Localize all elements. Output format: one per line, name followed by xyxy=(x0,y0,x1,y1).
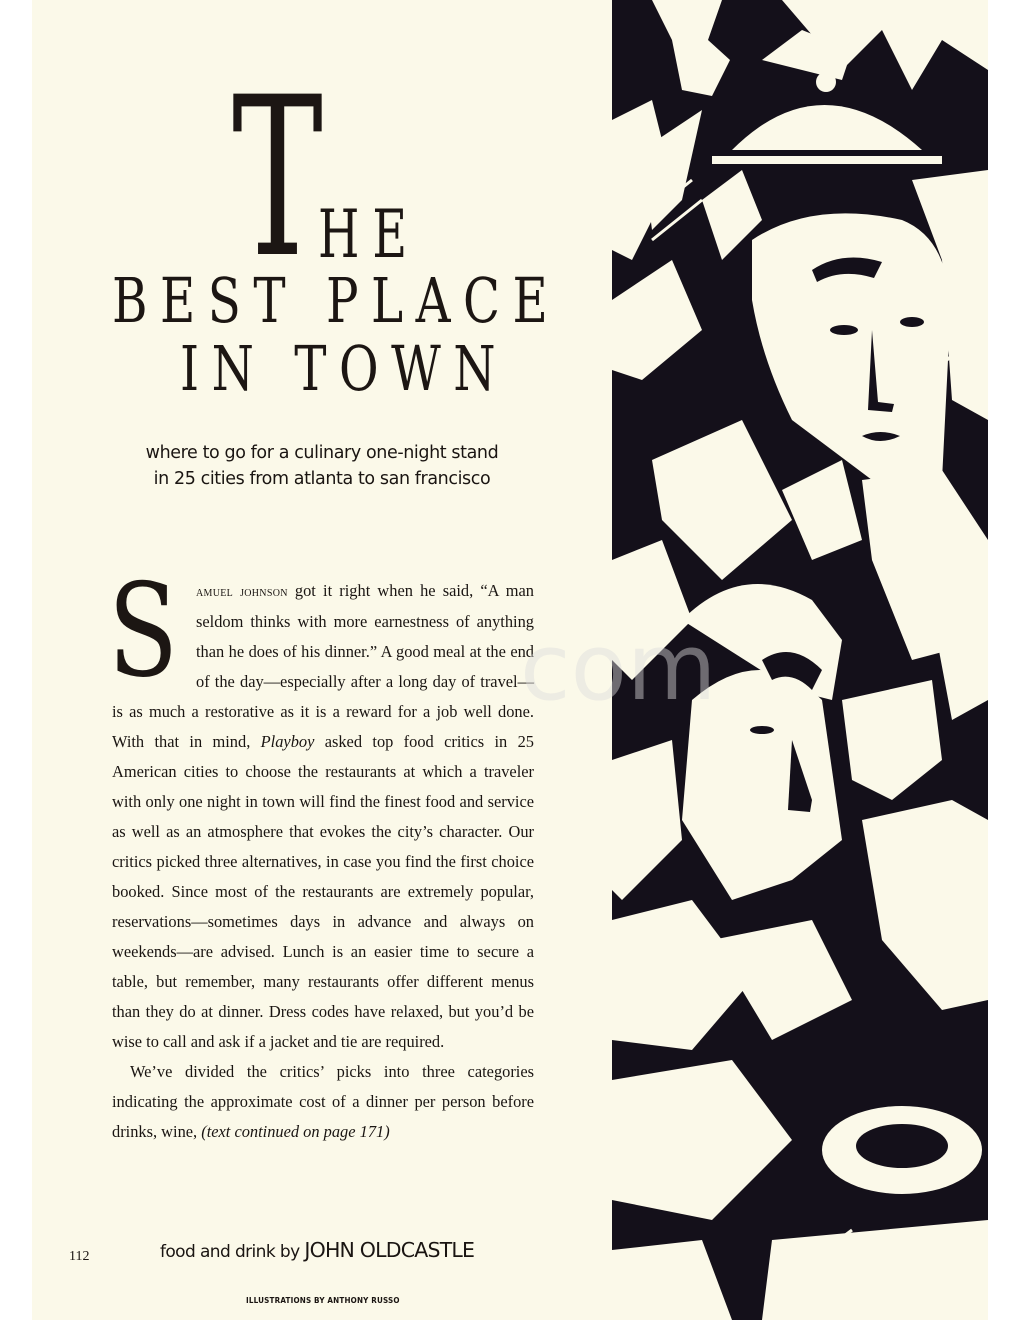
title-line2: BEST PLACE xyxy=(112,264,561,337)
illustration-panel xyxy=(612,0,988,1320)
illustration-credit: ILLUSTRATIONS BY ANTHONY RUSSO xyxy=(246,1296,400,1305)
byline xyxy=(160,1238,474,1262)
paragraph-1 xyxy=(108,557,534,1057)
paragraph-1-rest: asked top food critics in 25 American cities to choose the restaurants at which a traveler with only one night in town will find the finest food and service as well as an atmosphere that evokes the city’s character. Our critics picked three alternatives, in case you find the first choice booked. Since most of the restaurants are extremely popular, reservations—sometimes days in advance and always on weekends—are advised. Lunch is an easier time to secure a table, but remember, many restaurants offer different menus than they do at dinner. Dress codes have relaxed, but you’d be wise to call and ask if a jacket and tie are required. xyxy=(112,732,534,1051)
title-initial: T xyxy=(232,50,323,306)
subtitle-line2: in 25 cities from atlanta to san francisco xyxy=(153,469,491,489)
byline-prefix: food and drink by xyxy=(160,1242,305,1262)
title-line1-rest: HE xyxy=(318,196,421,273)
continued-note: (text continued on page 171) xyxy=(201,1122,390,1141)
paragraph-2 xyxy=(112,1057,534,1147)
magazine-name: Playboy xyxy=(260,732,315,751)
paragraph-1-text: got it right when he said, “A man seldom thinks with more earnestness of anything than he does of his dinner.” A good meal at the end of the day—especially after a long day of travel—is as much a restorative as it is a reward for a job well done. With that in mind, xyxy=(112,581,534,751)
watermark: com xyxy=(520,614,717,721)
art-deco-diners-illustration-icon xyxy=(612,0,988,1320)
title-line3: IN TOWN xyxy=(180,332,509,405)
byline-author: JOHN OLDCASTLE xyxy=(304,1238,475,1262)
paragraph-2-text: We’ve divided the critics’ picks into three categories indicating the approximate cost of a dinner per person before drinks, wine, xyxy=(112,1062,534,1141)
lead-smallcaps: amuel johnson xyxy=(196,584,288,600)
subtitle-line1: where to go for a culinary one-night stand xyxy=(145,443,499,463)
article-body xyxy=(108,557,534,1147)
drop-cap: S xyxy=(108,557,179,706)
page-number: 112 xyxy=(69,1249,90,1264)
subtitle xyxy=(112,440,532,492)
